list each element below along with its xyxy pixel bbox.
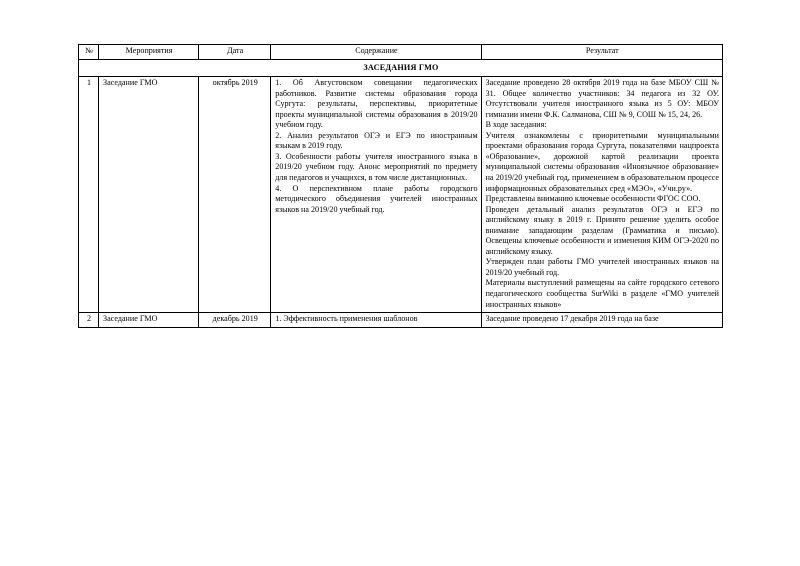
activities-table: [78, 44, 723, 328]
row-result: [481, 313, 722, 328]
content-paragraph: 2. Анализ результатов ОГЭ и ЕГЭ по иностранным языкам в 2019 году.: [275, 130, 478, 151]
result-paragraph: Заседание проведено 17 декабря 2019 года на базе: [485, 314, 659, 324]
section-title-row: [79, 59, 723, 77]
content-paragraph: 1. Эффективность применения шаблонов: [275, 314, 418, 324]
content-paragraph: 4. О перспективном плане работы городского методического объединения учителей иностранных языков на 2019/20 учебный год.: [275, 183, 478, 214]
row-number: 1: [79, 77, 99, 313]
result-paragraph: Проведен детальный анализ результатов ОГЭ и ЕГЭ по английскому языку в 2019 г. Принято решение уделить особое внимание западающим разделам (Грамматика и письмо). Освещены ключевые особенности и изменения КИМ ОГЭ-2020 по английскому языку.: [485, 204, 719, 256]
content-paragraph: 1. Об Августовском совещании педагогических работников. Развитие системы образования города Сургута: результаты, перспективы, приоритетные проекты муниципальной системы образования в 2019/20 учебном году.: [275, 78, 478, 130]
row-date: октябрь 2019: [199, 77, 271, 313]
table-row: [79, 313, 723, 328]
result-paragraph: В ходе заседания:: [485, 120, 547, 130]
row-content: [271, 77, 481, 313]
row-content: [271, 313, 481, 328]
row-number: 2: [79, 313, 99, 328]
result-paragraph: Заседание проведено 28 октября 2019 года на базе МБОУ СШ № 31. Общее количество участников: 34 педагога из 32 ОУ. Отсутствовали учителя иностранного языка из 5 ОУ: МБОУ гимназии имени Ф.К. Салманова, СШ № 9, СОШ № 15, 24, 26.: [485, 78, 719, 119]
result-paragraph: Материалы выступлений размещены на сайте городского сетевого педагогического сообщества SurWiki в разделе «ГМО учителей иностранных языков»: [485, 278, 719, 309]
section-title: ЗАСЕДАНИЯ ГМО: [79, 59, 723, 77]
table-row: [79, 77, 723, 313]
row-event-name: Заседание ГМО: [99, 313, 199, 328]
row-result: [481, 77, 722, 313]
result-paragraph: Утвержден план работы ГМО учителей иностранных языков на 2019/20 учебный год.: [485, 257, 719, 277]
table-header-row: [79, 45, 723, 60]
column-header-content: Содержание: [271, 45, 481, 60]
column-header-result: Результат: [481, 45, 722, 60]
row-event-name: Заседание ГМО: [99, 77, 199, 313]
column-header-date: Дата: [199, 45, 271, 60]
column-header-number: №: [79, 45, 99, 60]
column-header-event: Мероприятия: [99, 45, 199, 60]
result-paragraph: Учителя ознакомлены с приоритетными муниципальными проектами образования города Сургута, показателями нацпроекта «Образование», дорожной картой реализации проекта муниципальной системы образования «Иноязычное образование» на 2019/20 учебный год, применением в образовательном процессе информационных образовательных сред «МЭО», «Учи.ру».: [485, 130, 719, 193]
result-paragraph: Представлены вниманию ключевые особенности ФГОС СОО.: [485, 194, 701, 204]
content-paragraph: 3. Особенности работы учителя иностранного языка в 2019/20 учебном году. Анонс мероприятий по предмету для педагогов и учащихся, в том числе дистанционных.: [275, 151, 478, 183]
row-date: декабрь 2019: [199, 313, 271, 328]
